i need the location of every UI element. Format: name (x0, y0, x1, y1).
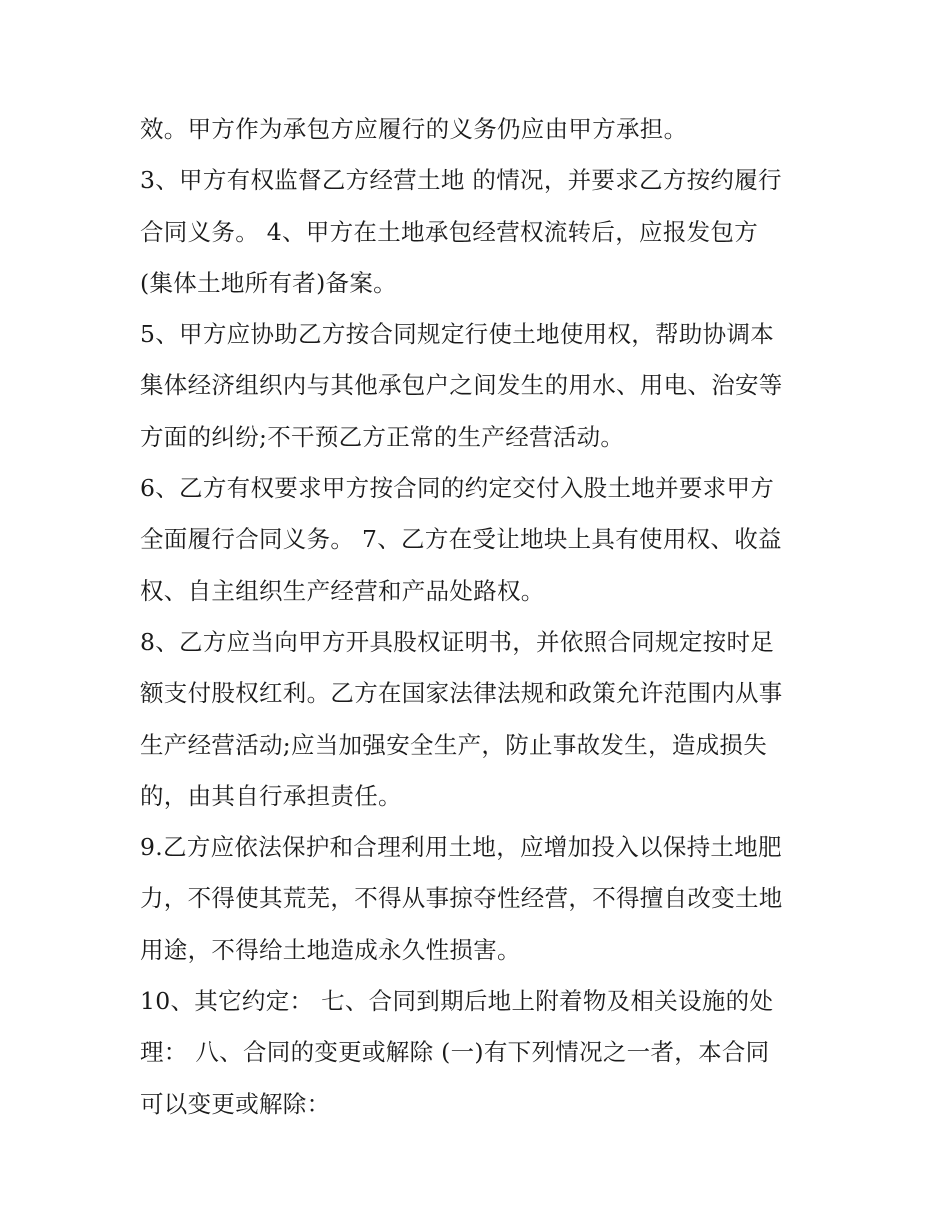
text-line: 力，不得使其荒芜，不得从事掠夺性经营，不得擅自改变土地 (140, 884, 783, 913)
text-line: 用途，不得给土地造成永久性损害。 (140, 935, 521, 964)
text-line: 合同义务。 4、甲方在土地承包经营权流转后，应报发包方 (140, 217, 759, 246)
text-line: 生产经营活动;应当加强安全生产，防止事故发生，造成损失 (140, 730, 768, 759)
text-line: 理： 八、合同的变更或解除 (一)有下列情况之一者，本合同 (140, 1038, 770, 1067)
text-line: 效。甲方作为承包方应履行的义务仍应由甲方承担。 (140, 115, 688, 143)
text-line: 10、其它约定： 七、合同到期后地上附着物及相关设施的处 (140, 987, 774, 1016)
text-line: 方面的纠纷;不干预乙方正常的生产经营活动。 (140, 422, 625, 451)
text-line: 额支付股权红利。乙方在国家法律法规和政策允许范围内从事 (140, 679, 783, 708)
text-line: 8、乙方应当向甲方开具股权证明书，并依照合同规定按时足 (140, 627, 775, 656)
text-line: 集体经济组织内与其他承包户之间发生的用水、用电、治安等 (140, 371, 783, 400)
text-line: 的，由其自行承担责任。 (140, 781, 402, 810)
text-line: 5、甲方应协助乙方按合同规定行使土地使用权，帮助协调本 (140, 320, 775, 349)
text-line: 可以变更或解除： (140, 1089, 331, 1118)
text-line: 9.乙方应依法保护和合理利用土地，应增加投入以保持土地肥 (140, 833, 782, 862)
text-line: 3、甲方有权监督乙方经营土地 的情况，并要求乙方按约履行 (140, 166, 782, 195)
text-line: 全面履行合同义务。 7、乙方在受让地块上具有使用权、收益 (140, 525, 782, 554)
text-line: 权、自主组织生产经营和产品处路权。 (140, 576, 545, 605)
text-line: 6、乙方有权要求甲方按合同的约定交付入股土地并要求甲方 (140, 474, 775, 503)
contract-body-text (140, 106, 820, 1132)
text-line: (集体土地所有者)备案。 (140, 268, 397, 297)
